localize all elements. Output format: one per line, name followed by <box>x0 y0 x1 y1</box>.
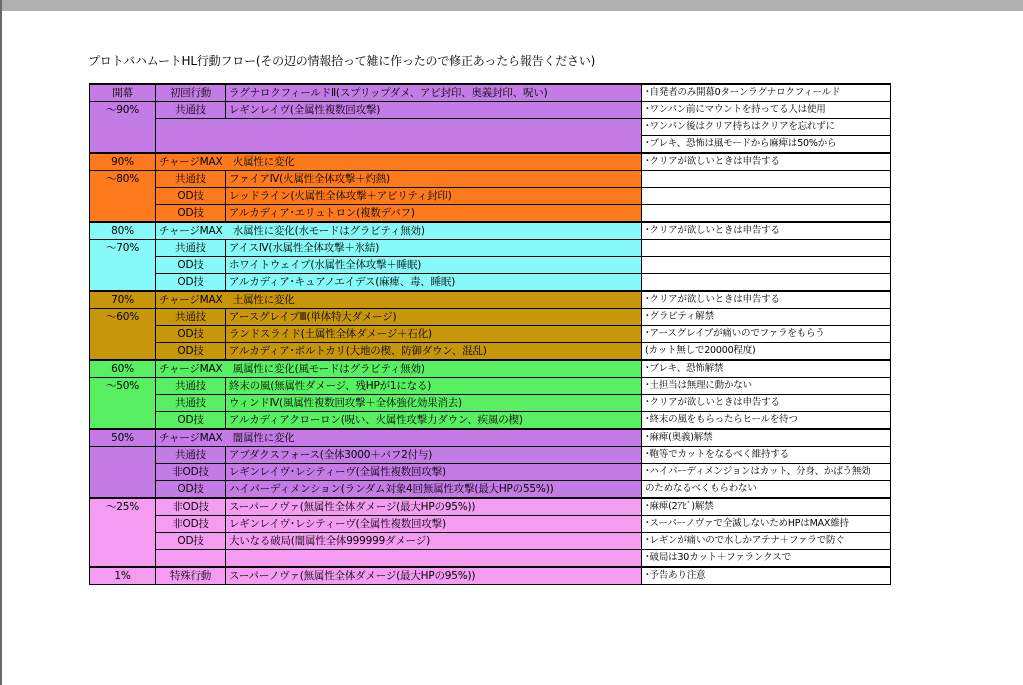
table-row <box>90 343 891 361</box>
table-row <box>90 309 891 326</box>
move-name: 大いなる破局(闇属性全体999999ダメージ) <box>226 533 642 550</box>
phase-change: チャージMAX 火属性に変化 <box>156 153 642 171</box>
page-title: プロトバハムートHL行動フロー(その辺の情報拾って雑に作ったので修正あったら報告ください) <box>88 54 596 68</box>
hp-range: ～25% <box>90 498 156 567</box>
note: ･麻痺(奥義)解禁 <box>642 429 891 447</box>
note: ･クリアが欲しいときは申告する <box>642 291 891 309</box>
note: ･予告あり注意 <box>642 567 891 585</box>
note: ･ワンパン前にマウントを持ってる人は使用 <box>642 102 891 119</box>
note: ･自発者のみ開幕0ターンラグナロクフィールド <box>642 84 891 102</box>
move-name: アルカディアクローロン(呪い、火属性攻撃力ダウン、疾風の楔) <box>226 412 642 430</box>
move-name <box>226 550 642 568</box>
note: ･破局は30カット＋ファランクスで <box>642 550 891 568</box>
table-row <box>90 412 891 430</box>
move-name: アブダクスフォース(全体3000＋バフ2付与) <box>226 447 642 464</box>
table-row <box>90 378 891 395</box>
move-type: 共通技 <box>156 171 226 188</box>
note: ･ハイパーディメンジョンはカット、分身、かばう無効 <box>642 464 891 481</box>
note <box>642 205 891 223</box>
move-name: アイスⅣ(水属性全体攻撃＋氷結) <box>226 240 642 257</box>
move-type: 非OD技 <box>156 498 226 516</box>
table-row <box>90 291 891 309</box>
phase-change: チャージMAX 水属性に変化(水モードはグラビティ無効) <box>156 222 642 240</box>
note <box>642 240 891 257</box>
move-name: 終末の風(無属性ダメージ、残HPが1になる) <box>226 378 642 395</box>
note: ･レギンが痛いので水しかアテナ＋ファラで防ぐ <box>642 533 891 550</box>
move-name: レッドライン(火属性全体攻撃＋アビリティ封印) <box>226 188 642 205</box>
note: ･ブレキ、恐怖は風モードから麻痺は50%から <box>642 136 891 154</box>
move-type: 共通技 <box>156 447 226 464</box>
table-row <box>90 102 891 119</box>
table-row <box>90 205 891 223</box>
empty-cell <box>90 447 156 499</box>
table-row <box>90 516 891 533</box>
move-type: 共通技 <box>156 240 226 257</box>
note <box>642 171 891 188</box>
move-name: レギンレイヴ(全属性複数回攻撃) <box>226 102 642 119</box>
hp-range: ～50% <box>90 378 156 430</box>
note: のためなるべくもらわない <box>642 481 891 499</box>
table-row <box>90 550 891 568</box>
hp-range: ～70% <box>90 240 156 292</box>
hp-threshold: 1% <box>90 567 156 585</box>
move-type: 非OD技 <box>156 516 226 533</box>
move-name: ウィンドⅣ(風属性複数回攻撃＋全体強化効果消去) <box>226 395 642 412</box>
hp-threshold: 50% <box>90 429 156 447</box>
table-row <box>90 498 891 516</box>
move-type: OD技 <box>156 533 226 550</box>
table-row <box>90 188 891 205</box>
move-type: OD技 <box>156 481 226 499</box>
move-type: 非OD技 <box>156 464 226 481</box>
table-row <box>90 84 891 102</box>
note: ･麻痺(2ｱﾋﾞ)解禁 <box>642 498 891 516</box>
phase-change: チャージMAX 風属性に変化(風モードはグラビティ無効) <box>156 360 642 378</box>
note: ･鞄等でカットをなるべく維持する <box>642 447 891 464</box>
note: ･スーパーノヴァで全滅しないためHPはMAX維持 <box>642 516 891 533</box>
note: ･ブレキ、恐怖解禁 <box>642 360 891 378</box>
move-type: OD技 <box>156 412 226 430</box>
table-row <box>90 464 891 481</box>
empty-cell <box>156 119 642 154</box>
table-row <box>90 171 891 188</box>
move-type: 共通技 <box>156 378 226 395</box>
hp-range: ～90% <box>90 102 156 154</box>
move-name: アルカディア･エリュトロン(複数デバフ) <box>226 205 642 223</box>
move-name: ハイパーディメンション(ランダム対象4回無属性攻撃(最大HPの55%)) <box>226 481 642 499</box>
table-row <box>90 240 891 257</box>
hp-range: ～80% <box>90 171 156 223</box>
table-row <box>90 567 891 585</box>
table-row <box>90 533 891 550</box>
note: ･クリアが欲しいときは申告する <box>642 395 891 412</box>
note: ･終末の風をもらったらヒールを待つ <box>642 412 891 430</box>
table-row <box>90 222 891 240</box>
hp-threshold: 70% <box>90 291 156 309</box>
note <box>642 188 891 205</box>
move-name: レギンレイヴ･レシティーヴ(全属性複数回攻撃) <box>226 516 642 533</box>
move-name: スーパーノヴァ(無属性全体ダメージ(最大HPの95%)) <box>226 498 642 516</box>
move-type: OD技 <box>156 343 226 361</box>
move-name: スーパーノヴァ(無属性全体ダメージ(最大HPの95%)) <box>226 567 642 585</box>
move-type <box>156 550 226 568</box>
move-type: 共通技 <box>156 395 226 412</box>
action-flow-table <box>89 83 891 585</box>
move-name: アルカディア･ボルトカリ(大地の楔、防御ダウン、混乱) <box>226 343 642 361</box>
move-name: アースグレイブⅢ(単体特大ダメージ) <box>226 309 642 326</box>
note: (カット無しで20000程度) <box>642 343 891 361</box>
note <box>642 274 891 292</box>
move-name: ファイアⅣ(火属性全体攻撃＋灼熱) <box>226 171 642 188</box>
note <box>642 257 891 274</box>
move-type: 初回行動 <box>156 84 226 102</box>
note: ･クリアが欲しいときは申告する <box>642 222 891 240</box>
table-row <box>90 257 891 274</box>
note: ･グラビティ解禁 <box>642 309 891 326</box>
table-row <box>90 395 891 412</box>
hp-threshold: 60% <box>90 360 156 378</box>
window-left-edge <box>0 0 2 685</box>
move-type: 共通技 <box>156 309 226 326</box>
move-name: ラグナロクフィールドⅡ(スプリップダメ、アビ封印、奥義封印、呪い) <box>226 84 642 102</box>
phase-label: 開幕 <box>90 84 156 102</box>
move-name: アルカディア･キュアノエイデス(麻痺、毒、睡眠) <box>226 274 642 292</box>
note: ･ワンパン後はクリア持ちはクリアを忘れずに <box>642 119 891 136</box>
move-type: OD技 <box>156 274 226 292</box>
hp-threshold: 90% <box>90 153 156 171</box>
table-row <box>90 119 891 136</box>
table-row <box>90 326 891 343</box>
move-type: 特殊行動 <box>156 567 226 585</box>
table-row <box>90 481 891 499</box>
move-type: OD技 <box>156 205 226 223</box>
note: ･アースグレイブが痛いのでファラをもらう <box>642 326 891 343</box>
table-row <box>90 429 891 447</box>
move-type: OD技 <box>156 257 226 274</box>
table-row <box>90 274 891 292</box>
note: ･クリアが欲しいときは申告する <box>642 153 891 171</box>
move-name: ホワイトウェイブ(水属性全体攻撃＋睡眠) <box>226 257 642 274</box>
window-top-edge <box>0 0 1023 11</box>
move-type: OD技 <box>156 326 226 343</box>
table-row <box>90 447 891 464</box>
move-name: レギンレイヴ･レシティーヴ(全属性複数回攻撃) <box>226 464 642 481</box>
hp-threshold: 80% <box>90 222 156 240</box>
move-type: 共通技 <box>156 102 226 119</box>
phase-change: チャージMAX 土属性に変化 <box>156 291 642 309</box>
table-row <box>90 153 891 171</box>
hp-range: ～60% <box>90 309 156 361</box>
table-row <box>90 360 891 378</box>
note: ･土担当は無理に動かない <box>642 378 891 395</box>
phase-change: チャージMAX 闇属性に変化 <box>156 429 642 447</box>
move-name: ランドスライド(土属性全体ダメージ＋石化) <box>226 326 642 343</box>
move-type: OD技 <box>156 188 226 205</box>
